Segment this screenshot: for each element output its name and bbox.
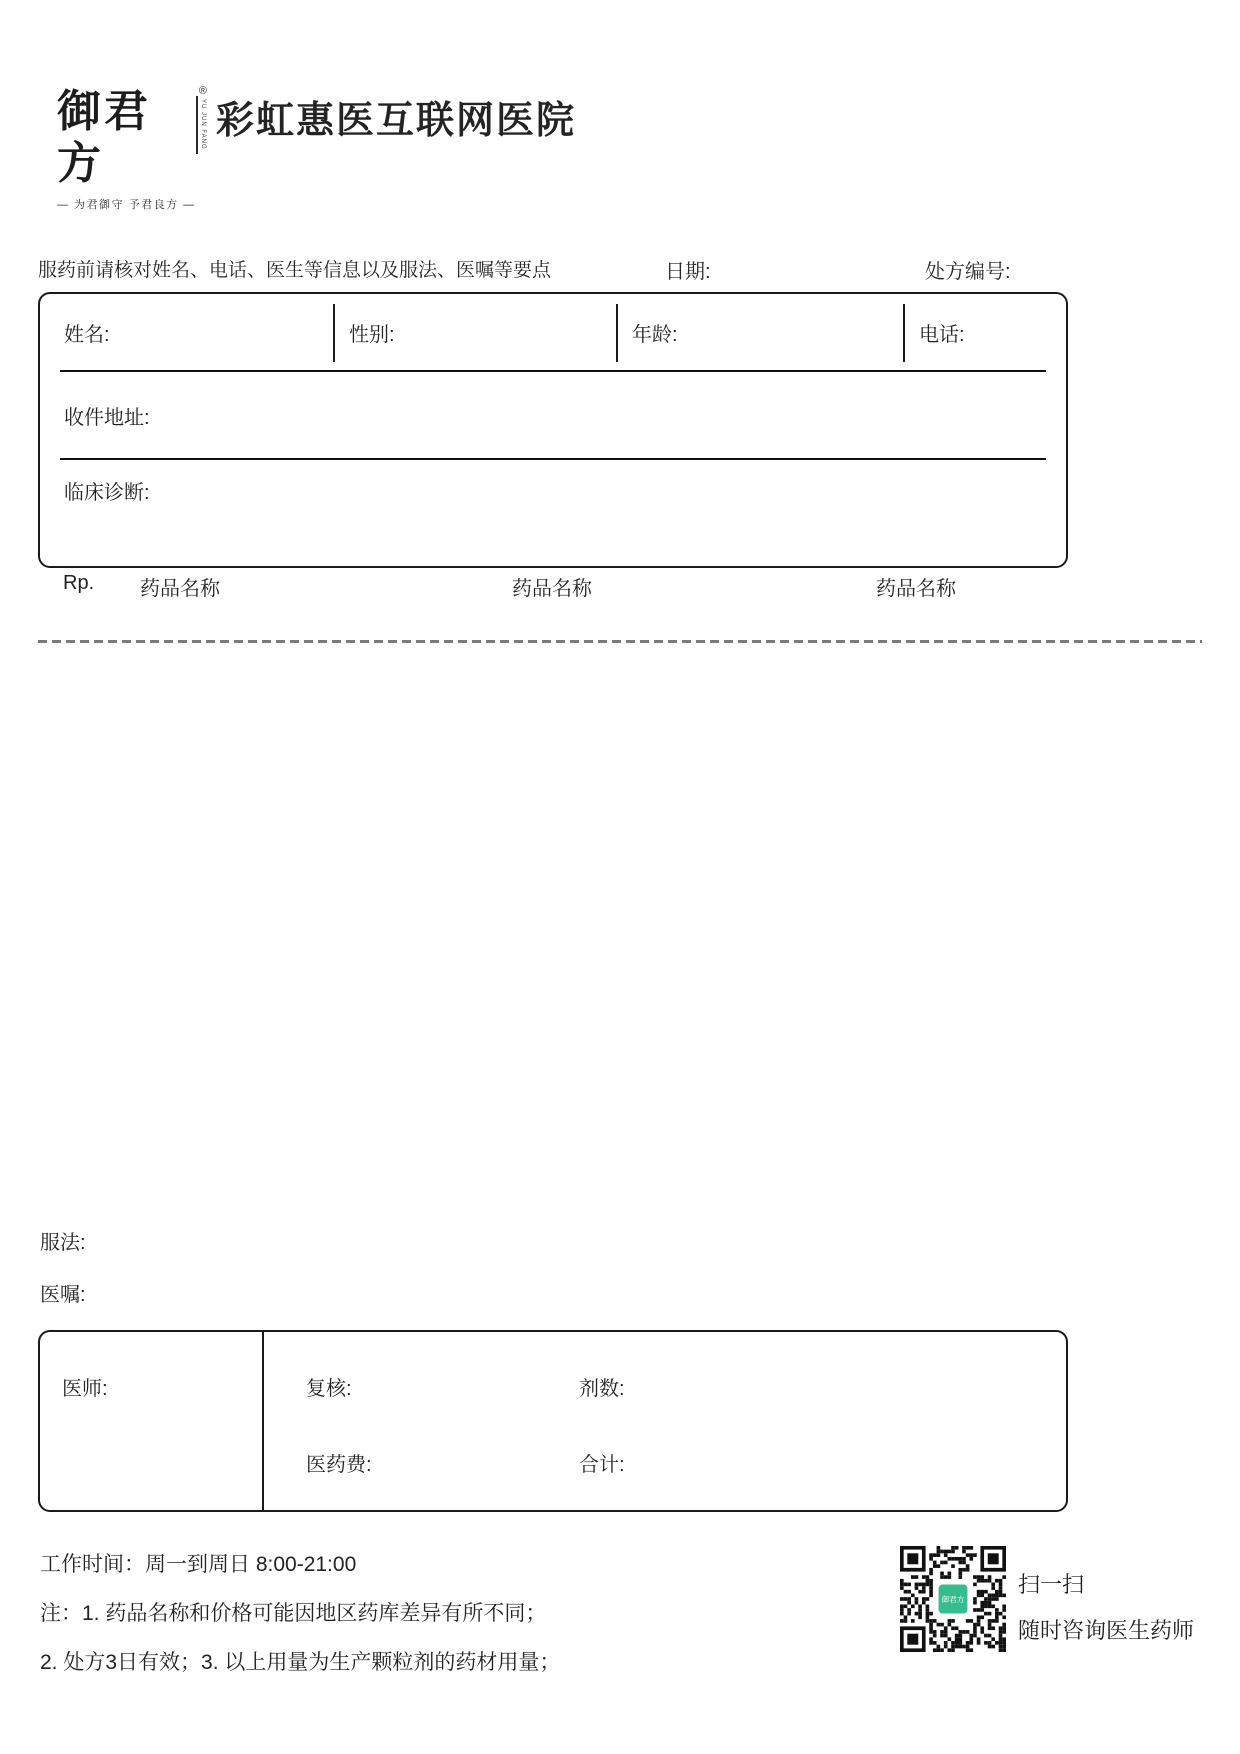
- drug-list-separator: [38, 640, 1202, 643]
- name-label: 姓名:: [64, 323, 110, 346]
- address-label: 收件地址:: [64, 406, 150, 429]
- header-divider: [196, 96, 198, 154]
- prescription-number-label: 处方编号:: [925, 261, 1011, 283]
- column-divider: [903, 304, 905, 362]
- drug-column-header: 药品名称: [140, 578, 220, 600]
- brand-logo-text: 御君方: [57, 86, 151, 189]
- note-line-2: 2. 处方3日有效；3. 以上用量为生产颗粒剂的药材用量；: [40, 1651, 561, 1674]
- drug-list-area: [38, 648, 1202, 1218]
- doctor-cell: [40, 1332, 264, 1510]
- gender-label: 性别:: [349, 323, 395, 346]
- brand-logo-vertical-text: YU JUN FANG: [199, 99, 206, 150]
- brand-tagline: — 为君御守 予君良方 —: [57, 199, 196, 211]
- verify-notice-text: 服药前请核对姓名、电话、医生等信息以及服法、医嘱等要点: [38, 260, 552, 281]
- diagnosis-row: [40, 460, 1066, 505]
- patient-basic-row: [40, 294, 1066, 370]
- drug-column-header: 药品名称: [876, 578, 956, 600]
- qr-center-text: 御君方: [941, 1594, 965, 1604]
- rp-label: Rp.: [63, 572, 95, 594]
- note-line-1: 注：1. 药品名称和价格可能因地区药库差异有所不同；: [40, 1602, 547, 1625]
- qr-scan-subtitle: 随时咨询医生药师: [1018, 1618, 1195, 1643]
- usage-method-label: 服法:: [40, 1232, 86, 1254]
- column-divider: [333, 304, 335, 362]
- brand-logo: [57, 86, 207, 212]
- registered-trademark-icon: ®: [198, 85, 207, 97]
- age-label: 年龄:: [632, 323, 678, 346]
- total-label: 合计:: [579, 1454, 625, 1476]
- address-row: [40, 372, 1066, 458]
- diagnosis-label: 临床诊断:: [64, 482, 150, 504]
- medicine-fee-label: 医药费:: [306, 1454, 372, 1476]
- column-divider: [616, 304, 618, 362]
- review-label: 复核:: [306, 1378, 352, 1400]
- work-hours-text: 工作时间：周一到周日 8:00-21:00: [40, 1553, 357, 1576]
- qr-code: [900, 1546, 1006, 1652]
- phone-label: 电话:: [919, 323, 965, 346]
- doctor-advice-label: 医嘱:: [40, 1284, 86, 1306]
- hospital-title: 彩虹惠医互联网医院: [216, 100, 577, 142]
- signature-box: [38, 1330, 1068, 1512]
- signoff-cell: [264, 1332, 1066, 1510]
- patient-info-box: [38, 292, 1068, 568]
- qr-scan-title: 扫一扫: [1018, 1572, 1085, 1597]
- date-label: 日期:: [665, 261, 711, 283]
- drug-column-header: 药品名称: [512, 578, 592, 600]
- doctor-label: 医师:: [62, 1378, 108, 1400]
- doses-label: 剂数:: [579, 1378, 625, 1400]
